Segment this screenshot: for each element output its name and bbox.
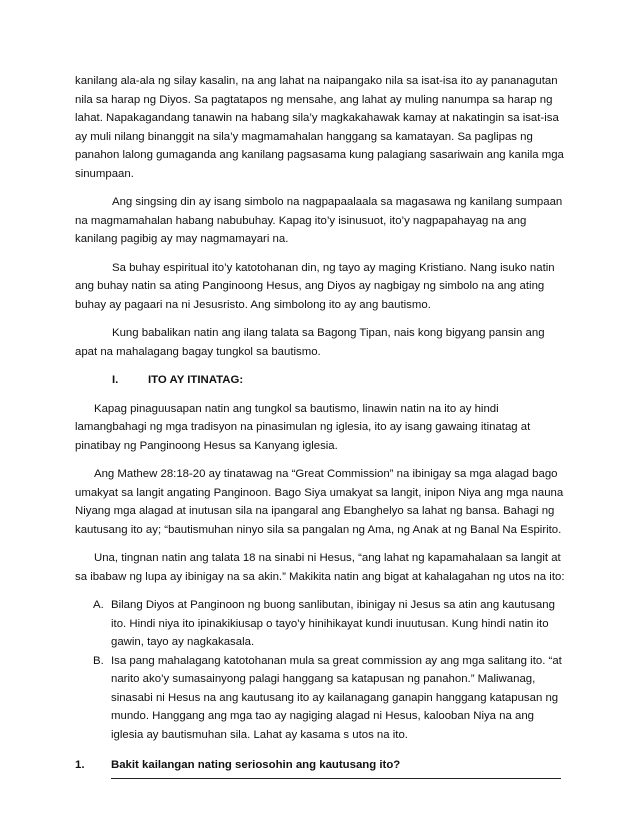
section-number: I. (112, 374, 119, 386)
question-text: Bakit kailangan nating seriosohin ang kautusang ito? (111, 759, 401, 771)
section-title: ITO AY ITINATAG: (148, 374, 244, 386)
list-item-text: Bilang Diyos at Panginoon ng buong sanlibutan, ibinigay ni Jesus sa atin ang kautusang ito. Hindi niya ito ipinakikiusap o tayo’y hinihikayat kundi inuutusan. Kung hindi natin ito gawin, tayo ay nagkakasala. (111, 599, 555, 648)
list-item-text: Isa pang mahalagang katotohanan mula sa great commission ay ang mga salitang ito. “at narito ako’y sumasainyong palagi hanggang sa katapusan ng panahon.” Maliwanag, sinasabi ni Hesus na ang kautusang ito ay kailanagang ganapin hanggang katapusan ng mundo. Hanggang ang mga tao ay nagiging alagad ni Hesus, kalooban Niya na ang iglesia ay bautismuhan sila. Lahat ay kasama s utos na ito. (111, 654, 562, 741)
list-item (75, 596, 566, 652)
list-item (75, 652, 566, 745)
lettered-list (75, 596, 566, 744)
paragraph-spiritual-life: Sa buhay espiritual ito’y katotohanan din, ng tayo ay maging Kristiano. Nang isuko natin ang buhay natin sa ating Panginoong Hesus, ang Diyos ay nagbigay ng simbolo na ang ating buhay ay pagaari na ni Jesusristo. Ang simbolong ito ay ang bautismo. (75, 261, 555, 311)
list-item-letter: B. (93, 654, 104, 667)
question-number: 1. (75, 759, 85, 771)
paragraph-ring: Ang singsing din ay isang simbolo na nagpapaalaala sa magasawa ng kanilang sumpaan na magmamahalan habang nabubuhay. Kapag ito’y isinusuot, ito’y nagpapahayag na ang kanilang pagibig ay may nagmamayari na. (75, 196, 563, 245)
paragraph-vows: kanilang ala-ala ng silay kasalin, na ang lahat na naipangako nila sa isat-isa ito ay pananagutan nila sa harap ng Diyos. Sa pagtatapos ng mensahe, ang lahat ay muling nanumpa sa harap ng lahat. Napakagandang tanawin na habang sila’y magkakahawak kamay at nakatingin sa isat-isa ay muli nilang binanggit na sila’y magmamahalan hanggang sa kamatayan. Sa paglipas ng panahon lalong gumaganda ang kanilang pagsasama kung palagiang sasariwain ang kanila mga sinumpaan. (75, 75, 564, 180)
paragraph-verse-18: Una, tingnan natin ang talata 18 na sinabi ni Hesus, “ang lahat ng kapamahalaan sa langit at sa ibabaw ng lupa ay ibinigay na sa akin.” Makikita natin ang bigat at kahalagahan ng utos na ito: (75, 552, 565, 583)
question-heading (75, 756, 566, 775)
section-heading (75, 371, 566, 390)
paragraph-baptism-established: Kapag pinaguusapan natin ang tungkol sa bautismo, linawin natin na ito ay hindi lamangbahagi ng mga tradisyon na pinasimulan ng iglesia, ito ay isang gawaing itinatag at pinatibay ng Panginoong Hesus sa Kanyang iglesia. (75, 402, 531, 452)
answer-line[interactable] (111, 776, 561, 779)
paragraph-great-commission: Ang Mathew 28:18-20 ay tinatawag na “Great Commission” na ibinigay sa mga alagad bago umakyat sa langit angating Panginoon. Bago Siya umakyat sa langit, inipon Niya ang mga nauna Niyang mga alagad at inutusan sila na ipangaral ang Ebanghelyo sa lahat ng bansa. Bahagi ng kautusang ito ay; “bautismuhan ninyo sila sa pangalan ng Ama, ng Anak at ng Banal Na Espirito. (75, 468, 564, 536)
paragraph-new-testament: Kung babalikan natin ang ilang talata sa Bagong Tipan, nais kong bigyang pansin ang apat na mahalagang bagay tungkol sa bautismo. (75, 327, 545, 358)
list-item-letter: A. (93, 599, 104, 611)
